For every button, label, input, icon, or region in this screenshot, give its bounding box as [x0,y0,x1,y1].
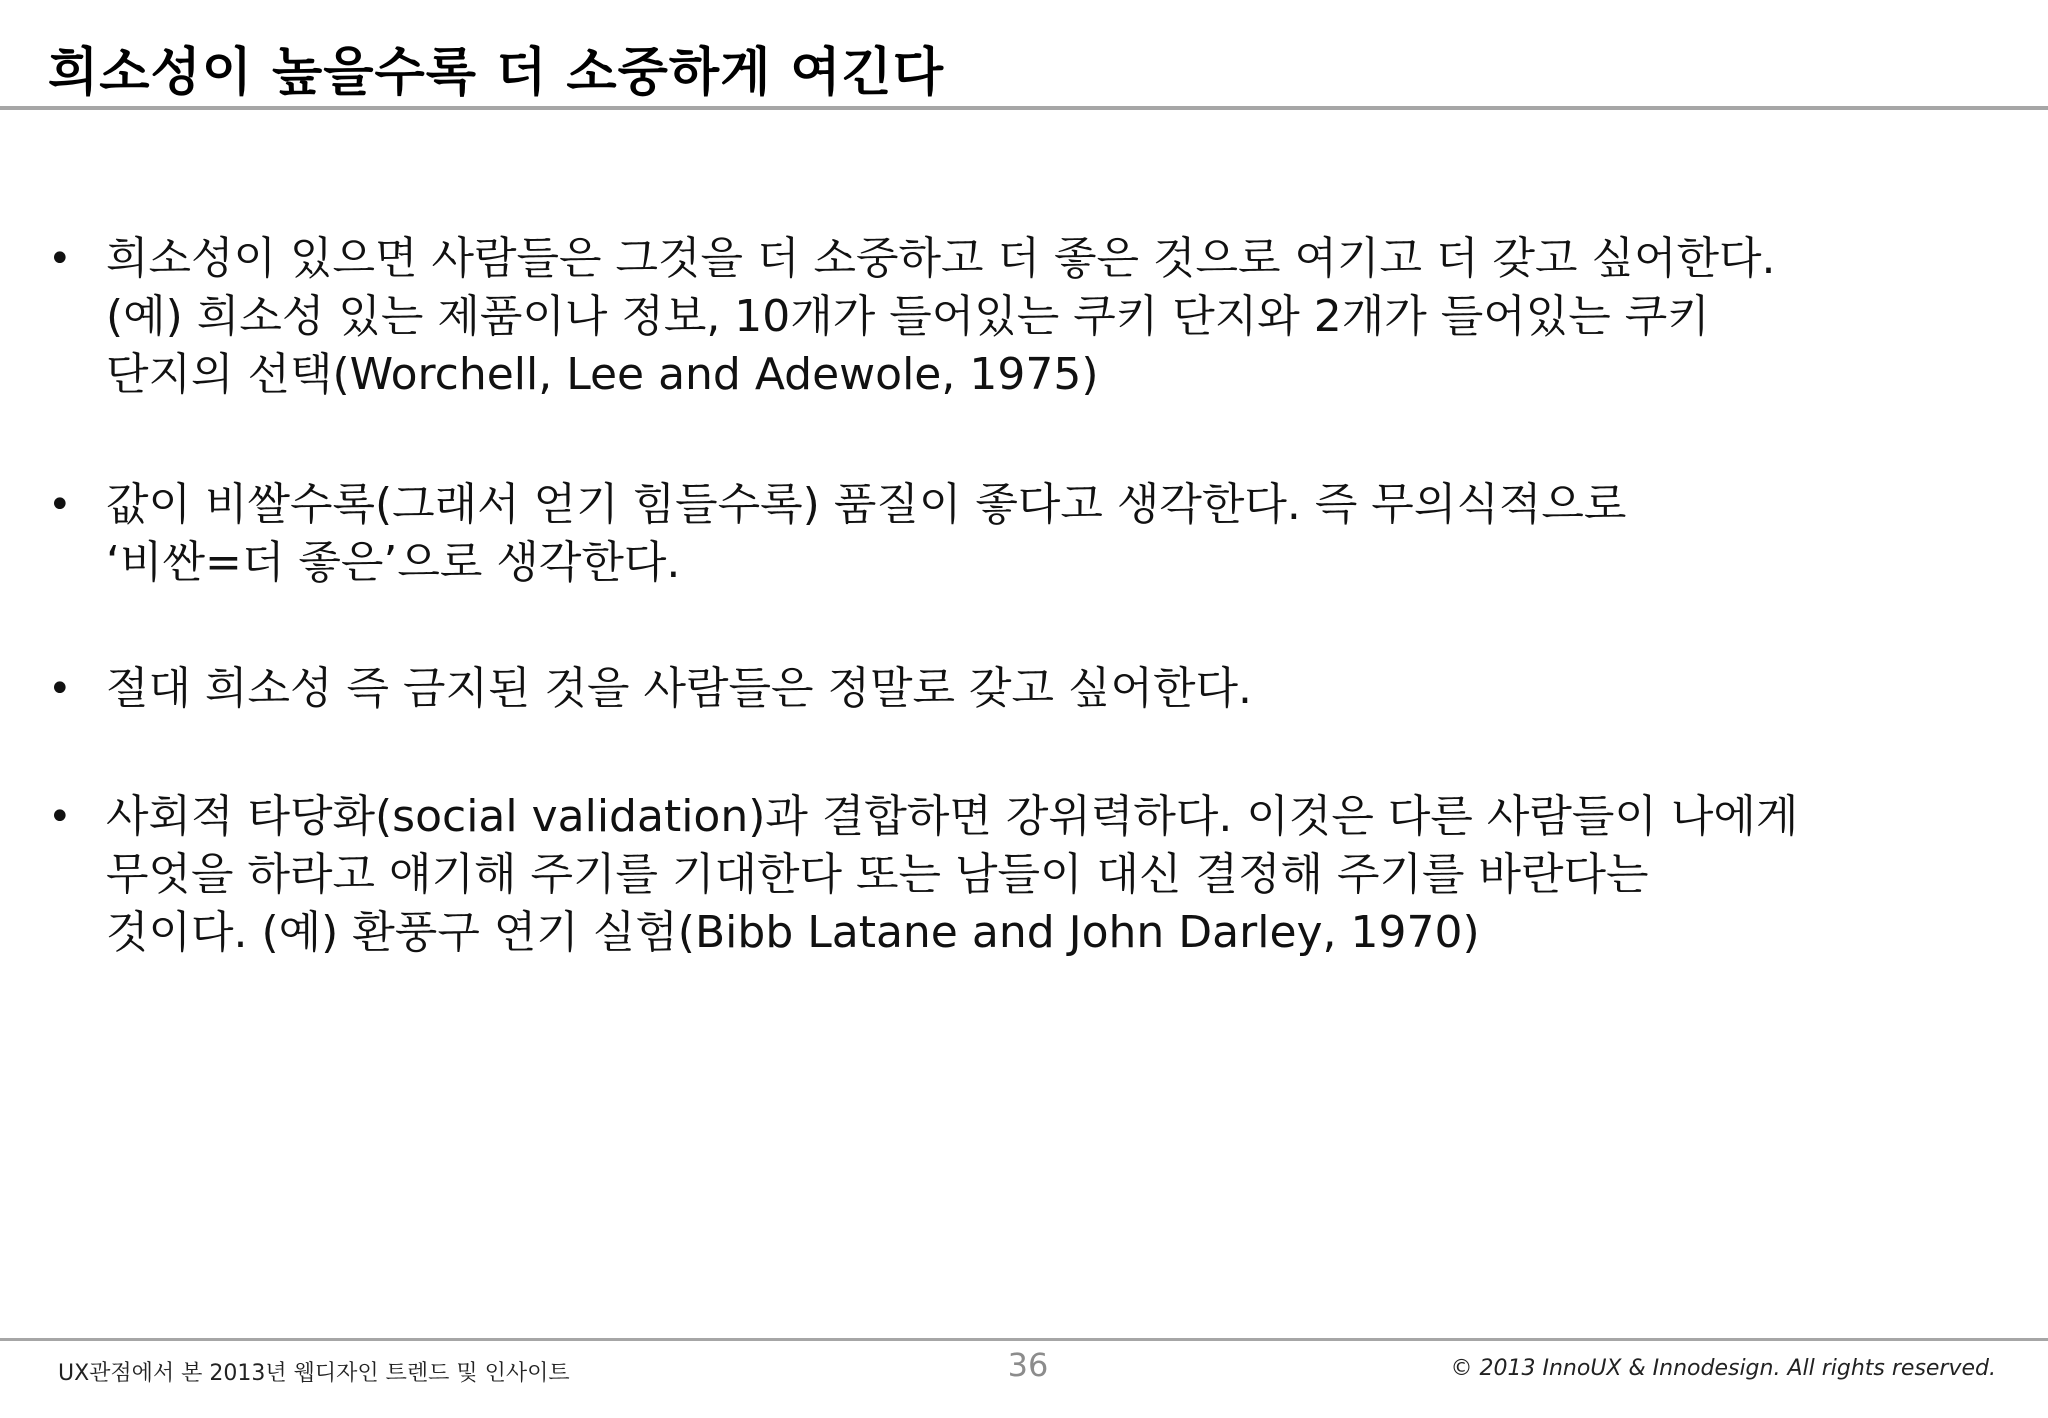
bullet-item-forbidden [48,660,1998,718]
bullet-text: 사회적 타당화(social validation)과 결합하면 강위력하다. 이것은 다른 사람들이 나에게 무엇을 하라고 얘기해 주기를 기대한다 또는 남들이 대신 결정해 주기를 바란다는 것이다. (예) 환풍구 연기 실험(Bibb Latane and John Darley, 1970) [106,791,1799,958]
footer-presentation-title: UX관점에서 본 2013년 웹디자인 트렌드 및 인사이트 [58,1361,570,1386]
bullet-marker: • [48,482,72,528]
bullet-item-social-validation [48,788,1998,962]
bullet-marker: • [48,236,72,282]
bullet-item-price-quality [48,476,1998,592]
slide-title: 희소성이 높을수록 더 소중하게 여긴다 [48,43,945,103]
bullet-marker: • [48,794,72,840]
title-divider [0,106,2048,110]
bullet-text: 값이 비쌀수록(그래서 얻기 힘들수록) 품질이 좋다고 생각한다. 즉 무의식적으로 ‘비싼=더 좋은’으로 생각한다. [106,479,1627,588]
footer-divider [0,1338,2048,1341]
bullet-text: 희소성이 있으면 사람들은 그것을 더 소중하고 더 좋은 것으로 여기고 더 갖고 싶어한다. (예) 희소성 있는 제품이나 정보, 10개가 들어있는 쿠키 단지와 2개가 들어있는 쿠키 단지의 선택(Worchell, Lee and Adewole, 1975) [106,233,1776,400]
bullet-marker: • [48,666,72,712]
bullet-list [48,230,1998,1034]
page-number: 36 [1007,1346,1049,1384]
bullet-text: 절대 희소성 즉 금지된 것을 사람들은 정말로 갖고 싶어한다. [106,663,1252,714]
footer-copyright: © 2013 InnoUX & Innodesign. All rights reserved. [1450,1356,1996,1381]
bullet-item-scarcity-value [48,230,1998,404]
